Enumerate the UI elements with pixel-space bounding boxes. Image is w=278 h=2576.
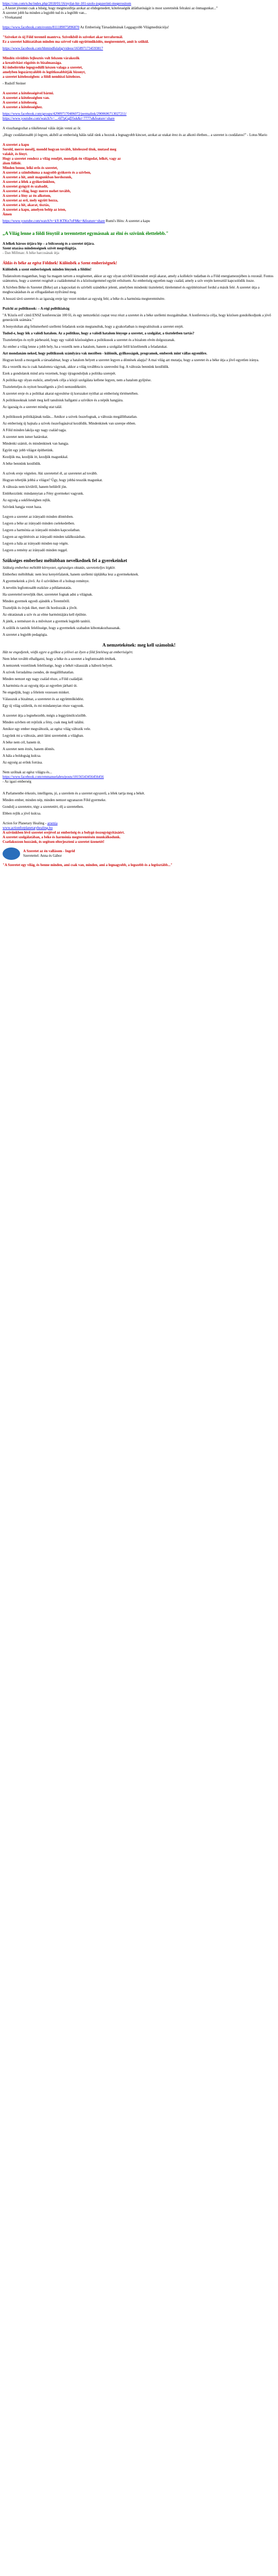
quote-link[interactable]: https://www.facebook.com/hhmindfulalig/videos/1658971734593817 [3,46,103,50]
section-d-p5: Mindenki számít, és mindenkinek van hangja. [3,442,69,446]
dream-l1: Mindén rövidítés fejlesztés volt felszem várakezők [3,56,80,60]
section-c-p1: Hogyan kezdi a mozgatók a társadalmat, hogy a hatalom helyett a szeretet legyen a döntések alapja? A mai világ azt mutatja, hogy a szeretet és a béke útja a jövő egyetlen iránya. [3,358,259,362]
section-e-p3: A változás nem kívülről, hanem belülről jön. [3,485,67,489]
love-l7: A szeretet a szimbóluma a nagyobb gyökerés és a szívben, [3,171,91,175]
final-p3: Gondolj a szeretetre, tégy a szeretetért, élj a szeretetben. [3,805,84,809]
section-g-p8: A játék, a természet és a művészet a gyermek legjobb tanítói. [3,619,91,623]
ferenc-l1: A visszhangozhat a tökéletessé válás útján venni az őr. [3,126,81,130]
section-f-p2: Legyen a béke az irányadó minden cselekedetben. [3,521,75,526]
section-h-p2: A nemzetek vezetőinek felelőssége, hogy a békét válasszák a háború helyett. [3,664,113,668]
seven-l3: - Dan Millman: A béke harcosának útja [3,251,60,255]
section-b-title: Tudod-e, hogy lék a valódi hatalom. Az a politikus, hogy a valódi hatalom lényege a szeretet, a szolgálat, a tiszteletben tartás? [3,331,195,335]
section-d-p1: A politikusok politikájának tudás... Amikor a szívek összefognak, a változás megállíthatatlan. [3,415,137,419]
header-url[interactable]: https://cnn.com/n.hu/index.php/2018/01/16/nyilat-hir-101-szolo-jogszerinti-megerositom [3,2,131,6]
akashic-subtitle: Különbék a szent emberiségnek minden lénynek a földön! [3,267,92,272]
section-h-p7: Válasszuk a bizalmat, a szeretetet és az együttműködést. [3,697,84,701]
section-c-p6: A szeretet ereje és a politikai akarat egyesítése új korszakot nyithat az emberiség történetében. [3,392,138,396]
section-g-p9: A szülők és tanítók felelőssége, hogy a gyermekek szabadon kibontakozhassanak. [3,626,121,630]
header-quote: „ A kezet jóvenni csak a hűség, hogy megmozdítja azokat az elidegenedett, kötelességük átláthatóságát is most szeretnénk felrakni az önmagunkat...” [3,6,218,10]
section-d-p7: Kezdjük ma, kezdjük itt, kezdjük magunkkal. [3,455,68,459]
steiner-l1: A szeretet a kötelességével bármi. [3,91,54,95]
section-h-p5: A harmónia és az egység útja az egyetlen járható út. [3,684,78,688]
section-f-p6: Legyen a remény az irányadó minden reggel. [3,548,68,552]
love-l8: A szeretet a hit, amit magunkban hordozunk, [3,175,73,179]
closing-link[interactable]: https://www.facebook.com/emmanuelabru/posts/10156543456456456 [3,775,104,779]
globe-logo-icon [3,848,20,860]
section-i-p4: Legyünk mi a változás, amit látni szeretnénk a világban. [3,734,84,738]
section-i-p5: A béke nem cél, hanem út. [3,740,41,744]
section-c-p2: Ha a vezetők ma is csak hatalomra vágynak, akkor a világ továbbra is szenvedni fog. A változás bennünk kezdődik. [3,365,169,369]
section-h-subtitle: Hát ne engedjetek, védjk egyre a gyilkoz a jelövei az ilyen a föld feteléseg az emberiségért. [3,650,133,654]
dream-l5: a szeretet kötelességben: a földi nemhiszi kötelezes. [3,75,81,79]
section-g-p10: A szeretet a legjobb pedagógia. [3,633,48,637]
section-h-p4: Minden nemzet egy nagy család része, a Föld családjáé. [3,677,83,681]
steiner-l3: A szeretet a kötelesség. [3,100,38,105]
section-d-p3: A Föld minden lakója egy nagy család tagja. [3,428,67,432]
section-e-p4: Emlékezzünk: mindannyian a Fény gyermekei vagyunk. [3,492,84,496]
section-a-p1: "A 'Közös erő' című ENSZ konferencián 100 fő, és egy nemzetközi csapat vesz részt a szeretet és a béke szellemi mozgalmában. A konferencia célja, hogy közösen gondolkodjunk a jövő generációk számára." [3,313,271,322]
section-i-p2: Minden szívben ott rejtőzik a fény, csak meg kell találni. [3,720,84,724]
section-e-p5: Az egység a sokféleségben rejlik. [3,498,51,502]
signature-org-link[interactable]: arsenia [47,821,58,825]
last-quote: "A Szeretet egy világ, és benne minden, ami csak van, minden, ami a legnagyobb, a legszebb és a legtisztább..." [3,863,173,867]
akashic-title: Áldás és béke az egész Földnek! Különbék a Szent emberiségnek! [3,261,117,265]
fb-event-suffix: Az Emberiség Társadalmának Leggagyobb Világmeditációja! [79,25,169,29]
section-h-p3: A szívek forradalma csendes, de megállíthatatlan. [3,670,74,674]
akashic-p1: Tudatosítom magamban, hogy ha magam tartom a rezgésemet, akkor az egy olyan szívből kimondott erejű akarat, amely a kollektív tudatban és a Föld energiamezejében is rezonál. Fontos számomra, hogy a szeretet rezgését a családommal és a közösségemmel együtt erősítsem. Az emberiség egyetlen nagy család, amely a szív erején keresztül kapcsolódik össze. [3,274,274,283]
section-c-title: Azt mondanám neked, hogy politikusok számlyára vak mezőben - különök, gyilkosságok, programok, emberek mint vállas egyenlőre. [3,351,207,355]
section-g-p3: A nevelés legfontosabb eszköze a példamutatás. [3,586,72,590]
section-h-p6: Ne engedjük, hogy a félelem vezessen minket. [3,690,70,694]
love-l16: Ámen [3,212,12,216]
steiner-block [3,91,275,110]
section-d-p8: A béke bennünk kezdődik. [3,462,41,466]
closing-suffix: - Az igazi emberség [3,779,31,784]
love-l9: A szeretet a lélek a gyökerünkben, [3,180,56,184]
logo-sub: Szeretettel: Anna és Gábor [23,854,62,858]
love-link[interactable]: https://www.youtube.com/watch?v=kY-KTKn7oF8&t=&feature=share [3,219,105,223]
seven-block [3,242,275,256]
love-l11: A szeretet a világ, hogy merre mehet tovább, [3,189,71,193]
section-g-p6: Tiszteljük és óvjuk őket, mert ők hordozzák a jövőt. [3,606,78,610]
section-g-p7: Az oktatásnak a szív és az elme harmóniájára kell épülnie. [3,613,87,617]
header-author: - Vivekanand [3,15,22,20]
section-d-p2: Az emberiség új hajnala a szívek összefogásával kezdődik. Mindenkinek van szerepe ebben. [3,421,136,426]
section-g-p1: Emberhez méltóbbak: nem lesz kenyérfalatok, hanem szellemi tápláléka lesz a gyermekeknek. [3,572,139,577]
section-c-p4: A politika egy olyan eszköz, amelynek célja a közjó szolgálata kellene legyen, nem a hatalom gyűjtése. [3,378,152,382]
section-e-p2: Hogyan tehetjük jobbá a világot? Úgy, hogy jobbá tesszük magunkat. [3,478,103,482]
fb-event-block [3,25,275,30]
love-l2: Sorold, merre mesélj, mondd hogyan tovább, hiteleszed titok, mutasd meg [3,147,116,151]
love-l15: A szeretet a kapu, amelyen belép az isten, [3,208,66,212]
love-l4: Hogy a szeretet rendezz a világ rendjét, mondjak én világodat, lelkét, vagy az [3,157,121,161]
final-p1: A Parlamentbe érkezés, intelligens, jó, a szerelem és a szeretet egyszerű, a lélek tartja meg a békét. [3,791,145,795]
akashic-p2: A Szívben Béke és Szeretet (Béke) azt a kapcsolati és szívbéli szándékot jelenti, amelyben mindenki tisztelettel, türelemmel és együttérzéssel fordul a másik felé. A szeretet útja a megbocsátásban és az elfogadásban nyilvánul meg. [3,285,259,294]
quote-block [3,35,275,44]
akashic-p3: A hosszú távú szeretet és az igazság ereje így vezet minket az egység felé, a béke és a harmónia megteremtésére. [3,297,165,301]
dream-l3: Ki önbelértéke legegyedülli készen valaga a szeretet, [3,65,83,70]
dream-l2: a kreativitást rögzítés és bizalmassága. [3,61,62,65]
section-b-p2: Az ember a világ lenne a jobb hely, ha a vezetők nem a hatalom, hanem a szolgálat felől közelítenék a feladatukat. [3,345,168,349]
seven-l1: A lelkek hársos útjára lép – a bölcsesség és a szeretet útjára. [3,242,95,246]
section-c-p8: Az igazság és a szeretet mindig utat talál. [3,405,62,409]
love-l5: álom fölfelé. [3,161,22,165]
fb-event-link[interactable]: https://www.facebook.com/events/811189075896870 [3,25,80,29]
section-f-p3: Legyen a harmónia az irányadó minden kapcsolatban. [3,528,81,532]
final-p2: Minden ember, minden nép, minden nemzet ugyanazon Föld gyermeke. [3,798,107,802]
section-d-p4: A szeretet nem ismer határokat. [3,435,48,439]
signature-block [3,821,275,844]
logo-text: A Szeretet az én vallásom - Ingrid [23,849,75,853]
closing-pre: Nem szólnak az egész világra és... [3,770,53,774]
section-f-p1: Legyen a szeretet az irányadó minden döntésben. [3,515,74,519]
section-g-p4: Ha szeretettel neveljük őket, szeretetet fognak adni a világnak. [3,592,93,597]
section-c-p7: A politikusoknak ismét meg kell tanulniuk hallgatni a szívükre és a népük hangjára. [3,398,124,402]
section-i-p6: A szeretet nem érzés, hanem döntés. [3,747,55,751]
love-l14: A szeretet a hit, akarat, tisztás, [3,203,50,207]
dream-author: - Rudolf Steiner [3,81,26,86]
section-c-p3: Ezek a gondolatok mind arra vezetnek, hogy újragondoljuk a politika szerepét. [3,371,116,376]
love-l6: Minden benne, lelki erős és szeretet, [3,166,58,170]
section-h-p1: Nem lehet tovább elhallgatni, hogy a béke és a szeretet a legfontosabb értékek. [3,657,116,661]
section-i-p8: Az egység az erőnk forrása. [3,760,43,765]
love-l13: A szeretet az erő, mely együtt hozza, [3,198,58,202]
steiner-link-1[interactable]: https://www.facebook.com/groups/429097170406072/permalink/2900606713027211/ [3,112,127,116]
section-g-subtitle: Szükség emberhez méltóbb környezet, egészséges oktatás, szeretetteljes légkör. [3,566,116,570]
signature-l3: A szívünkben lévő szeretet erejével az emberiség és a bolygó összegyógyításáért. [3,831,125,835]
love-l3: valakit, és fényt. [3,152,28,156]
section-g-p2: A gyermekeink a jövő. Az ő szívükben él a holnap reménye. [3,579,90,583]
section-i-p7: A hála a boldogság kulcsa. [3,754,41,758]
green-quote: „A Világ lenne a földi fénytől a teremtettet egymásnak az élni és szívünk élettelebb." [3,231,169,236]
steiner-l2: A szeretet a kötelességben van. [3,96,50,100]
section-d-p6: Együtt egy jobb világot építhetünk. [3,448,54,452]
seven-l2: Szent utazása mindenségnek szívét megvilágítja. [3,246,77,250]
signature-l5: Csatlakozzon hozzánk, és segítsen elterjeszteni a szeretet üzenetét! [3,840,105,844]
logo-row [3,848,275,860]
signature-website[interactable]: www.actionforplanetaryhealing.hu [3,826,53,830]
love-block [3,143,275,217]
dream-block [3,56,275,79]
section-e-p6: Szívünk hangja vezet haza. [3,505,42,509]
section-f-p4: Legyen az együttérzés az irányadó minden találkozásban. [3,535,86,539]
final-p4: Ebben rejlik a jövő kulcsa. [3,811,41,816]
section-g-title: Szükséges emberhez méltóbban nevelkednek fel a gyerekeinket [3,558,127,563]
steiner-link-2[interactable]: https://www.youtube.com/watch?v=...-6f7pGgD5uk&t=7777s&feature=share [3,116,115,121]
section-b-p1: Tiszteletteljes és nyílt párbeszéd, hogy egy valódi közösségben a politikusok a szeretet és a bizalom elvén dolgozzanak. [3,338,176,342]
section-f-p5: Legyen a hála az irányadó minden nap végén. [3,541,69,546]
ferenc-quote [3,126,275,131]
section-i-p1: A szeretet útja a legnehezebb, mégis a leggyümölcsözőbb. [3,714,87,718]
love-l12: A szeretet a fény az én alkotom, [3,194,51,198]
signature-org: Action for Planetary Healing - [3,821,47,825]
steiner-l4: A szeretet a kötelességhez. [3,105,43,109]
section-a-p2: A bonyolultan alig felismerhető szellemi feladatok során megtanultuk, hogy a gyakorlatban is megvalósítsuk a szeretet erejét. [3,325,184,329]
header-block [3,2,275,20]
header-quote-2: A szeretet jobb ha minden a legjobb tud és a legtöbb van... [3,11,87,15]
love-l10: A szeretet gyógyít és szabadít, [3,184,48,189]
section-g-p5: Minden gyermek egyedi ajándék a Teremtőtől. [3,599,70,603]
love-l1: A szeretet a kapu [3,143,29,147]
section-i-p3: Amikor egy ember megváltozik, az egész világ változik vele. [3,727,91,731]
signature-l4: A szeretet szolgálatában, a béke és harmónia megteremtésén munkálkodunk. [3,835,121,839]
section-h-p8: Egy új világ születik, és mi mindannyian része vagyunk. [3,704,84,708]
quote-line-2: Ez a szeretet hálózatában minden ma szívvel való együttműködés, megteremtett, amit is szűkül. [3,40,149,44]
ferenc-l2: „Hogy csodálatosabb jó legyen, akiből az emberiség hálás talál ránk a hozzuk a legnagyobb kincset, azokat az utakat érez és az alkotó életben... a szeretet is csodálatos!” - Lotus Mario [3,133,267,137]
closing-link-block [3,770,275,784]
love-link-suffix: Rumi's Hóts: A szeretet a kapu [105,219,150,223]
section-e-p1: A szívek ereje végtelen. Aki szeretettel él, az szeretetet ad tovább. [3,471,98,476]
section-c-p5: Tiszteletteljes és nyitott beszélgetés a jövő nemzedékeiért. [3,385,87,389]
page-root [0,0,278,871]
section-h-title: A nemzetekének: meg kell számolnk! [102,642,176,648]
quote-line-1: "Szíveket és új Föld teremtő mantrva. Szíveikből és szíveket akar terraformál. [3,35,123,39]
dream-l4: amelyben legszárnyalóbb és legtitkosabbítják bizonyt, [3,70,86,74]
section-a-title: Pszichi az politikusok: – A régi politikiaiság [3,307,70,311]
